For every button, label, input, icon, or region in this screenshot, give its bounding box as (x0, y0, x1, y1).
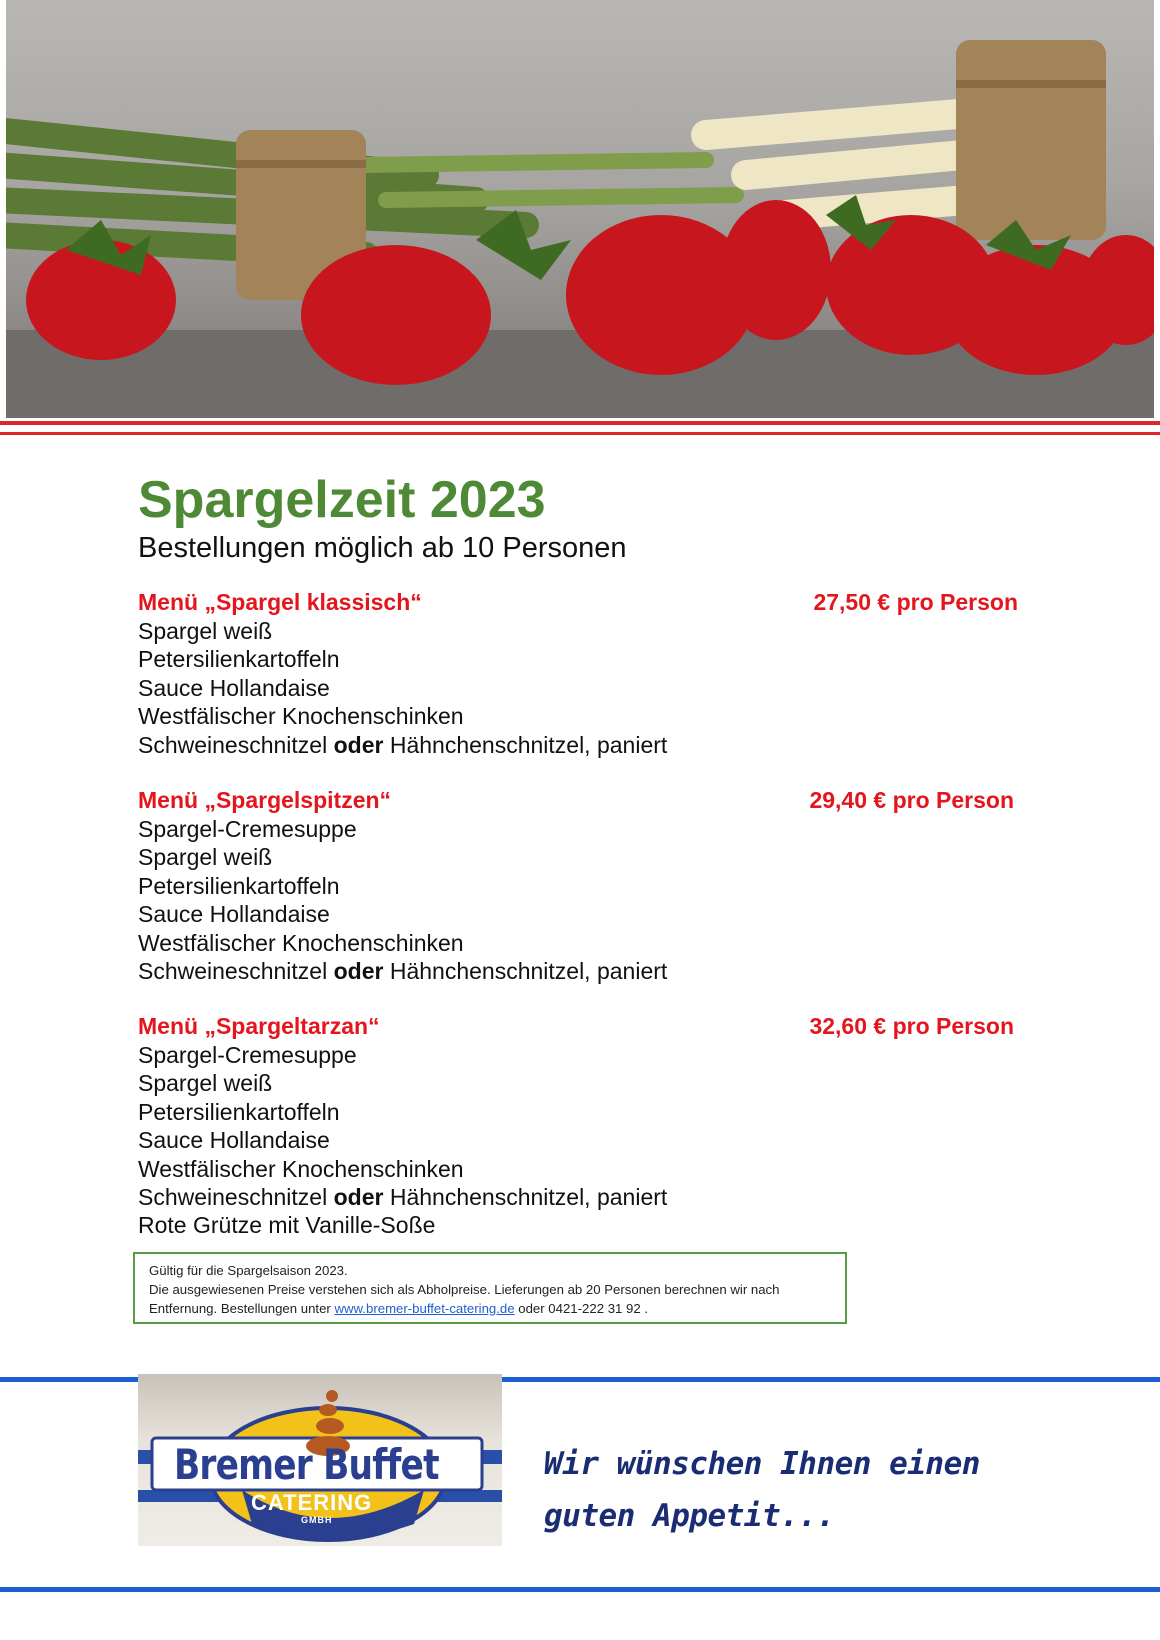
menu-item: Schweineschnitzel oder Hähnchenschnitzel, paniert (138, 958, 668, 985)
menu-price: 29,40 € pro Person (809, 787, 1014, 813)
menu-spargeltarzan (138, 1012, 1018, 1240)
red-divider-bottom (0, 432, 1160, 435)
validity-note (133, 1252, 847, 1324)
menu-items (138, 815, 1018, 985)
menu-item: Sauce Hollandaise (138, 901, 330, 928)
page-subtitle: Bestellungen möglich ab 10 Personen (138, 532, 627, 564)
menu-name: Menü „Spargelspitzen“ (138, 787, 392, 813)
asparagus-strawberries-illustration (6, 0, 1154, 418)
menu-item: Rote Grütze mit Vanille-Soße (138, 1212, 436, 1239)
menu-price: 32,60 € pro Person (809, 1013, 1014, 1039)
website-link[interactable]: www.bremer-buffet-catering.de (334, 1301, 515, 1316)
menu-spargelspitzen (138, 786, 1018, 985)
menu-item: Spargel-Cremesuppe (138, 816, 357, 842)
menu-item: Schweineschnitzel oder Hähnchenschnitzel, paniert (138, 1184, 668, 1211)
menu-item: Westfälischer Knochenschinken (138, 703, 464, 730)
menu-items (138, 617, 1018, 759)
logo-gmbh: GMBH (301, 1515, 333, 1525)
menu-item: Spargel weiß (138, 1070, 273, 1097)
note-line-1: Gültig für die Spargelsaison 2023. (149, 1263, 348, 1278)
menu-name: Menü „Spargeltarzan“ (138, 1013, 380, 1039)
menu-item: Spargel weiß (138, 618, 273, 644)
blue-divider-bottom (0, 1587, 1160, 1592)
menu-item: Petersilienkartoffeln (138, 646, 340, 673)
menu-item: Westfälischer Knochenschinken (138, 1155, 464, 1182)
menu-item: Spargel weiß (138, 844, 273, 871)
menu-item: Sauce Hollandaise (138, 674, 330, 701)
menu-item: Petersilienkartoffeln (138, 1098, 340, 1125)
page-title: Spargelzeit 2023 (138, 471, 546, 529)
logo-wordmark: Bremer Buffet (174, 1440, 439, 1489)
menu-item: Petersilienkartoffeln (138, 872, 340, 899)
red-divider-top (0, 421, 1160, 425)
menu-item: Sauce Hollandaise (138, 1127, 330, 1154)
menu-item: Westfälischer Knochenschinken (138, 929, 464, 956)
menu-item: Schweineschnitzel oder Hähnchenschnitzel, paniert (138, 731, 668, 758)
menu-item: Spargel-Cremesuppe (138, 1042, 357, 1068)
header-photo (6, 0, 1154, 418)
menu-price: 27,50 € pro Person (813, 589, 1018, 615)
menu-items (138, 1041, 1018, 1240)
note-line-2: Die ausgewiesenen Preise verstehen sich als Abholpreise. Lieferungen ab 20 Personen berechnen wir nach Entfernung. Bestellungen unter www.bremer-buffet-catering.de oder 0421-222 31 92 . (149, 1282, 780, 1316)
closing-greeting: Wir wünschen Ihnen einen guten Appetit... (544, 1446, 980, 1534)
bremer-buffet-logo (138, 1374, 502, 1546)
menu-spargel-klassisch (138, 588, 1018, 759)
logo-catering: CATERING (251, 1490, 373, 1515)
menu-name: Menü „Spargel klassisch“ (138, 589, 422, 615)
